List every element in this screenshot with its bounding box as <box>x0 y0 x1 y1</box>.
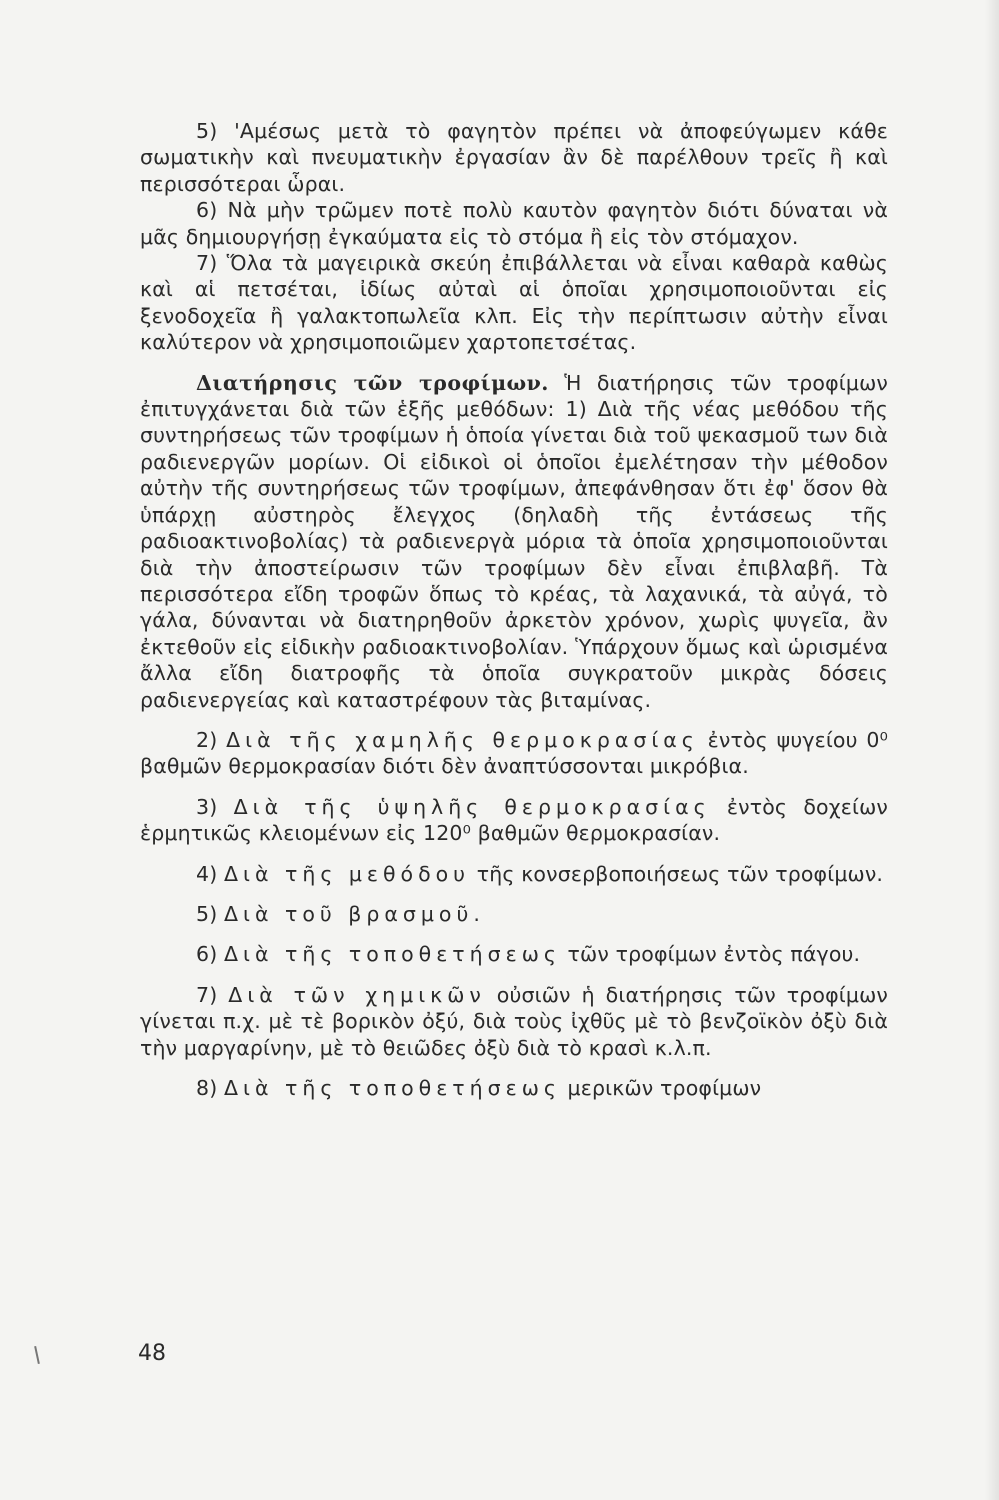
method-text: τῆς κονσερβοποιήσεως τῶν τροφίμων. <box>470 861 884 886</box>
margin-pencil-mark <box>34 1346 40 1364</box>
method-canning <box>140 861 888 887</box>
method-boiling <box>140 901 888 927</box>
page-edge-shadow <box>985 0 999 1500</box>
method-number: 6) <box>196 942 225 967</box>
method-text: ἐντὸς ψυγείου 0⁰ βαθμῶν θερμοκρασίαν διότι δὲν ἀναπτύσσονται μικρόβια. <box>140 727 888 779</box>
paragraph-text: 5) 'Αμέσως μετὰ τὸ φαγητὸν πρέπει νὰ ἀποφεύγωμεν κάθε σωματικὴν καὶ πνευματικὴν ἐργασίαν ἂν δὲ παρέλθουν τρεῖς ἢ καὶ περισσότεραι ὧραι. <box>140 119 888 196</box>
method-number: 5) <box>196 901 225 926</box>
method-number: 3) <box>196 794 234 819</box>
method-number: 2) <box>196 727 227 752</box>
method-text: μερικῶν τροφίμων <box>560 1076 762 1100</box>
method-text: τῶν τροφίμων ἐντὸς πάγου. <box>560 942 861 967</box>
method-title: Διὰ τῆς τοποθετήσεως <box>224 942 561 967</box>
method-title: Διὰ τοῦ βρασμοῦ. <box>224 901 485 926</box>
paragraph-food-preservation <box>140 370 888 713</box>
method-number: 8) <box>196 1076 225 1100</box>
method-title: Διὰ τῆς μεθόδου <box>224 861 471 886</box>
method-ice <box>140 941 888 967</box>
method-title: Διὰ τῆς τοποθετήσεως <box>224 1076 561 1100</box>
paragraph-hot-food <box>140 197 888 250</box>
paragraph-meal-rest <box>140 118 888 197</box>
paragraph-text: 7) Ὅλα τὰ μαγειρικὰ σκεύη ἐπιβάλλεται νὰ εἶναι καθαρὰ καθὼς καὶ αἱ πετσέται, ἰδίως αὐταὶ αἱ ὁποῖαι χρησιμοποιοῦνται εἰς ξενοδοχεῖα ἢ γαλακτοπωλεῖα κλπ. Εἰς τὴν περίπτωσιν αὐτὴν εἶναι καλύτερον νὰ χρησιμοποιῶμεν χαρτοπετσέτας. <box>140 251 888 355</box>
section-heading: Διατήρησις τῶν τροφίμων. <box>196 370 549 395</box>
method-number: 4) <box>196 861 225 886</box>
page-body <box>140 118 888 1101</box>
method-high-temperature <box>140 794 888 847</box>
method-title: Διὰ τῆς χαμηλῆς θερμοκρασίας <box>226 727 699 752</box>
method-low-temperature <box>140 727 888 780</box>
page-number: 48 <box>138 1341 166 1366</box>
method-placement <box>140 1075 888 1101</box>
method-number: 7) <box>196 982 229 1007</box>
method-title: Διὰ τῆς ὑψηλῆς θερμοκρασίας <box>233 794 711 819</box>
method-text: ἐντὸς δοχείων ἑρμητικῶς κλειομένων εἰς 120⁰ βαθμῶν θερμοκρασίαν. <box>140 794 888 846</box>
paragraph-text: 6) Νὰ μὴν τρῶμεν ποτὲ πολὺ καυτὸν φαγητὸν διότι δύναται νὰ μᾶς δημιουργήσῃ ἐγκαύματα εἰς τὸ στόμα ἢ εἰς τὸν στόμαχον. <box>140 198 888 249</box>
paragraph-utensils <box>140 250 888 356</box>
paragraph-text: Ἡ διατήρησις τῶν τροφίμων ἐπιτυγχάνεται διὰ τῶν ἑξῆς μεθόδων: 1) Διὰ τῆς νέας μεθόδου τῆς συντηρήσεως τῶν τροφίμων ἡ ὁποία γίνεται διὰ τοῦ ψεκασμοῦ των διὰ ραδιενεργῶν μορίων. Οἱ εἰδικοὶ οἱ ὁποῖοι ἐμελέτησαν τὴν μέθοδον αὐτὴν τῆς συντηρήσεως τῶν τροφίμων, ἀπεφάνθησαν ὅτι ἐφ' ὅσον θὰ ὑπάρχῃ αὐστηρὸς ἔλεγχος (δηλαδὴ τῆς ἐντάσεως τῆς ραδιοακτινοβολίας) τὰ ραδιενεργὰ μόρια τὰ ὁποῖα χρησιμοποιοῦνται διὰ τὴν ἀποστείρωσιν τῶν τροφίμων δὲν εἶναι ἐπιβλαβῆ. Τὰ περισσότερα εἴδη τροφῶν ὅπως τὸ κρέας, τὰ λαχανικά, τὰ αὐγά, τὸ γάλα, δύνανται νὰ διατηρηθοῦν ἀρκετὸν χρόνον, χωρὶς ψυγεῖα, ἂν ἐκτεθοῦν εἰς εἰδικὴν ραδιοακτινοβολίαν. Ὑπάρχουν ὅμως καὶ ὡρισμένα ἄλλα εἴδη διατροφῆς τὰ ὁποῖα συγκρατοῦν μικρὰς δόσεις ραδιενεργείας καὶ καταστρέφουν τὰς βιταμίνας. <box>140 370 888 712</box>
method-text: οὐσιῶν ἡ διατήρησις τῶν τροφίμων γίνεται π.χ. μὲ τὲ βορικὸν ὀξύ, διὰ τοὺς ἰχθῦς μὲ τὸ βενζοϊκὸν ὀξὺ διὰ τὴν μαργαρίνην, μὲ τὸ θειῶδες ὀξὺ διὰ τὸ κρασὶ κ.λ.π. <box>140 982 888 1060</box>
method-title: Διὰ τῶν χημικῶν <box>228 982 486 1007</box>
method-chemicals <box>140 982 888 1061</box>
